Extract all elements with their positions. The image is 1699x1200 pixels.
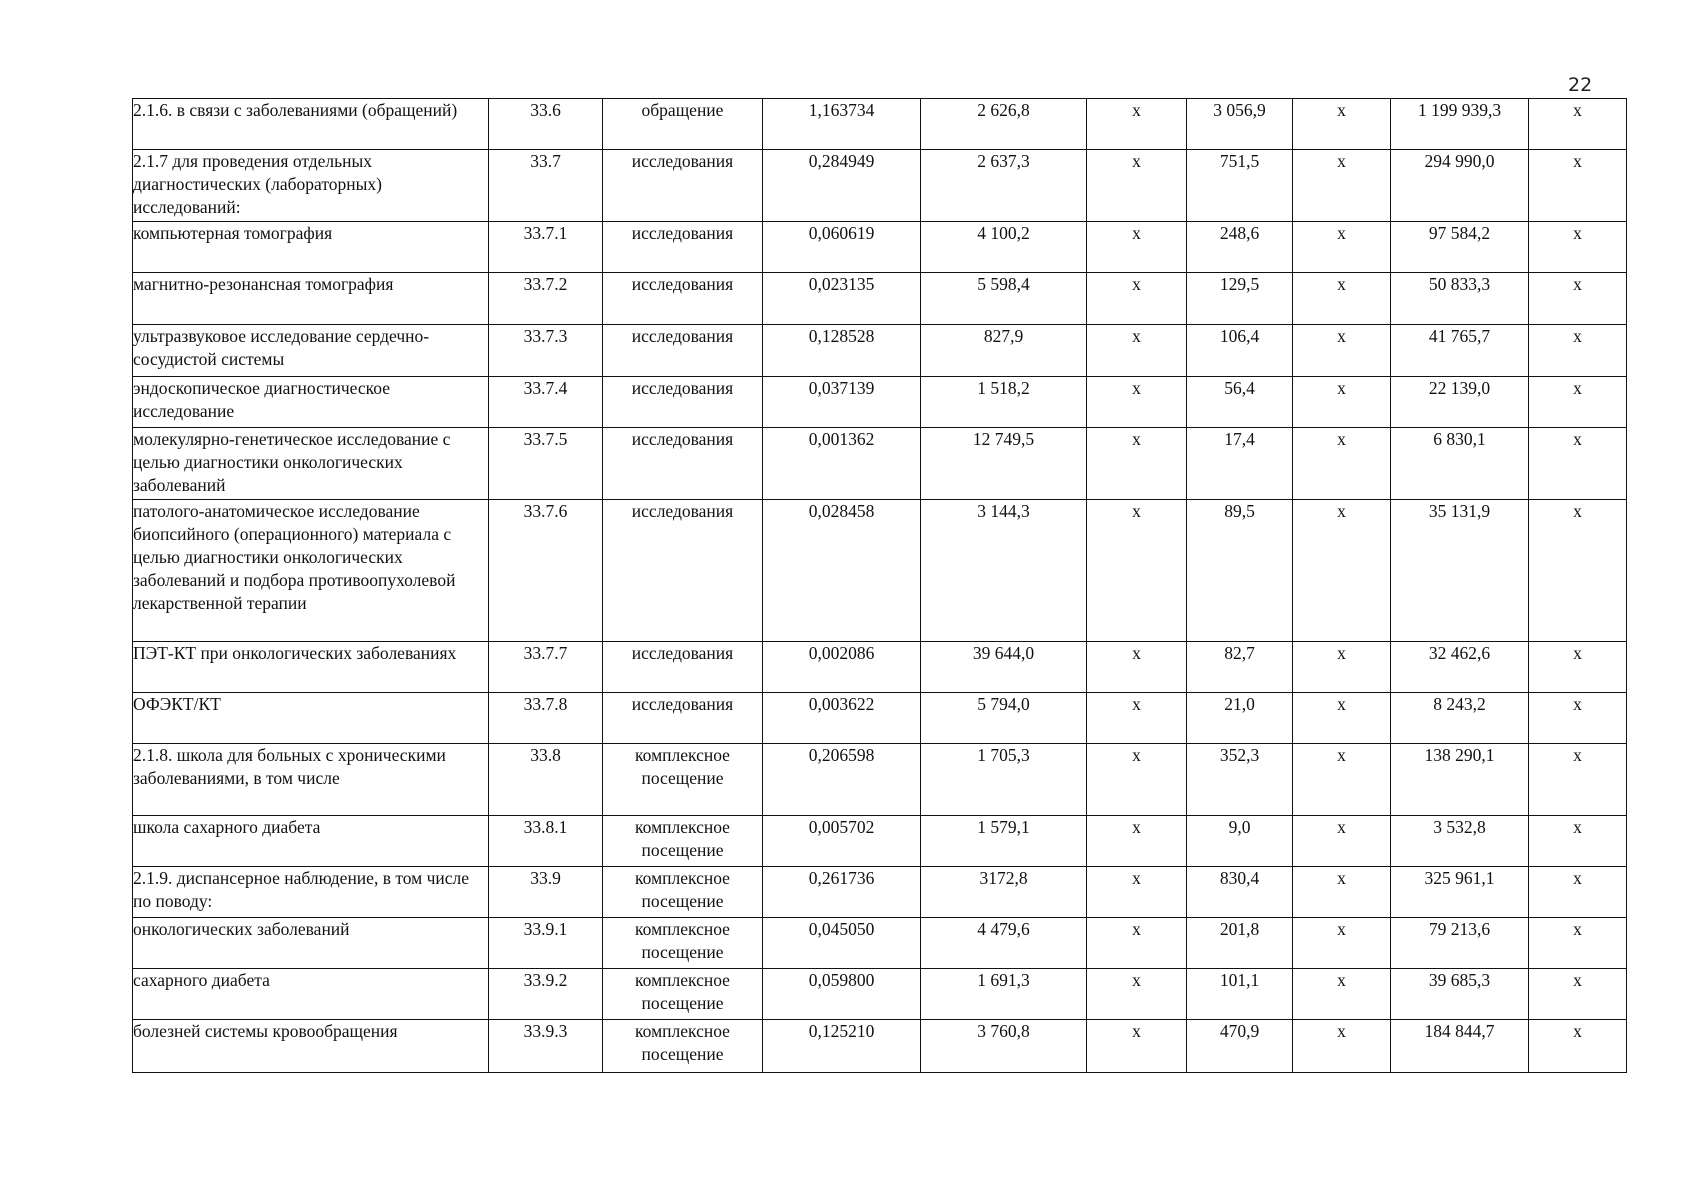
- row-label: сахарного диабета: [133, 969, 489, 1020]
- x-mark: х: [1529, 99, 1627, 150]
- per-capita-value: 21,0: [1187, 693, 1293, 744]
- norm-value: 0,128528: [763, 325, 921, 377]
- unit-cell: исследования: [603, 273, 763, 325]
- per-capita-value: 101,1: [1187, 969, 1293, 1020]
- x-mark: х: [1293, 867, 1391, 918]
- cost-value: 1 691,3: [921, 969, 1087, 1020]
- per-capita-value: 352,3: [1187, 744, 1293, 816]
- table-row: [133, 150, 1627, 222]
- x-mark: х: [1293, 428, 1391, 500]
- x-mark: х: [1087, 377, 1187, 428]
- per-capita-value: 830,4: [1187, 867, 1293, 918]
- unit-cell: исследования: [603, 428, 763, 500]
- total-value: 6 830,1: [1391, 428, 1529, 500]
- x-mark: х: [1087, 99, 1187, 150]
- x-mark: х: [1293, 325, 1391, 377]
- x-mark: х: [1087, 693, 1187, 744]
- unit-cell: комплексное посещение: [603, 744, 763, 816]
- per-capita-value: 9,0: [1187, 816, 1293, 867]
- norm-value: 0,045050: [763, 918, 921, 969]
- x-mark: х: [1529, 222, 1627, 273]
- x-mark: х: [1529, 273, 1627, 325]
- table-row: [133, 816, 1627, 867]
- norm-value: 0,028458: [763, 500, 921, 642]
- table-row: [133, 867, 1627, 918]
- unit-cell: исследования: [603, 150, 763, 222]
- norm-value: 0,284949: [763, 150, 921, 222]
- cost-value: 1 579,1: [921, 816, 1087, 867]
- per-capita-value: 17,4: [1187, 428, 1293, 500]
- per-capita-value: 56,4: [1187, 377, 1293, 428]
- cost-value: 3172,8: [921, 867, 1087, 918]
- row-label: патолого-анатомическое исследование биопсийного (операционного) материала с целью диагностики онкологических заболеваний и подбора противоопухолевой лекарственной терапии: [133, 500, 489, 642]
- total-value: 294 990,0: [1391, 150, 1529, 222]
- row-label: 2.1.6. в связи с заболеваниями (обращений): [133, 99, 489, 150]
- norm-value: 0,206598: [763, 744, 921, 816]
- row-code: 33.7.1: [489, 222, 603, 273]
- x-mark: х: [1293, 273, 1391, 325]
- x-mark: х: [1293, 150, 1391, 222]
- norm-value: 0,005702: [763, 816, 921, 867]
- row-code: 33.8.1: [489, 816, 603, 867]
- row-code: 33.6: [489, 99, 603, 150]
- table-row: [133, 693, 1627, 744]
- cost-value: 1 705,3: [921, 744, 1087, 816]
- x-mark: х: [1293, 1020, 1391, 1073]
- total-value: 79 213,6: [1391, 918, 1529, 969]
- per-capita-value: 89,5: [1187, 500, 1293, 642]
- row-code: 33.7.6: [489, 500, 603, 642]
- row-code: 33.7.5: [489, 428, 603, 500]
- total-value: 35 131,9: [1391, 500, 1529, 642]
- x-mark: х: [1529, 150, 1627, 222]
- x-mark: х: [1529, 816, 1627, 867]
- total-value: 1 199 939,3: [1391, 99, 1529, 150]
- x-mark: х: [1293, 99, 1391, 150]
- norm-value: 0,001362: [763, 428, 921, 500]
- x-mark: х: [1529, 1020, 1627, 1073]
- unit-cell: комплексное посещение: [603, 867, 763, 918]
- table-row: [133, 325, 1627, 377]
- table-row: [133, 428, 1627, 500]
- x-mark: х: [1087, 969, 1187, 1020]
- per-capita-value: 129,5: [1187, 273, 1293, 325]
- x-mark: х: [1529, 918, 1627, 969]
- row-code: 33.7.4: [489, 377, 603, 428]
- row-label: магнитно-резонансная томография: [133, 273, 489, 325]
- unit-cell: исследования: [603, 500, 763, 642]
- x-mark: х: [1529, 693, 1627, 744]
- row-label: ПЭТ-КТ при онкологических заболеваниях: [133, 642, 489, 693]
- norm-value: 0,003622: [763, 693, 921, 744]
- row-label: школа сахарного диабета: [133, 816, 489, 867]
- unit-cell: исследования: [603, 642, 763, 693]
- row-code: 33.7: [489, 150, 603, 222]
- per-capita-value: 248,6: [1187, 222, 1293, 273]
- x-mark: х: [1529, 377, 1627, 428]
- x-mark: х: [1087, 867, 1187, 918]
- cost-value: 3 144,3: [921, 500, 1087, 642]
- per-capita-value: 3 056,9: [1187, 99, 1293, 150]
- table-row: [133, 500, 1627, 642]
- total-value: 8 243,2: [1391, 693, 1529, 744]
- row-code: 33.7.8: [489, 693, 603, 744]
- table-row: [133, 969, 1627, 1020]
- norm-value: 0,059800: [763, 969, 921, 1020]
- table-row: [133, 744, 1627, 816]
- norm-value: 0,060619: [763, 222, 921, 273]
- per-capita-value: 751,5: [1187, 150, 1293, 222]
- x-mark: х: [1529, 867, 1627, 918]
- x-mark: х: [1087, 1020, 1187, 1073]
- x-mark: х: [1087, 273, 1187, 325]
- x-mark: х: [1529, 500, 1627, 642]
- x-mark: х: [1529, 642, 1627, 693]
- row-code: 33.7.7: [489, 642, 603, 693]
- per-capita-value: 470,9: [1187, 1020, 1293, 1073]
- total-value: 138 290,1: [1391, 744, 1529, 816]
- cost-value: 827,9: [921, 325, 1087, 377]
- table-row: [133, 222, 1627, 273]
- x-mark: х: [1087, 500, 1187, 642]
- total-value: 325 961,1: [1391, 867, 1529, 918]
- total-value: 97 584,2: [1391, 222, 1529, 273]
- cost-value: 2 626,8: [921, 99, 1087, 150]
- table-row: [133, 642, 1627, 693]
- row-label: 2.1.9. диспансерное наблюдение, в том числе по поводу:: [133, 867, 489, 918]
- unit-cell: комплексное посещение: [603, 969, 763, 1020]
- cost-value: 4 479,6: [921, 918, 1087, 969]
- row-code: 33.9.3: [489, 1020, 603, 1073]
- unit-cell: исследования: [603, 325, 763, 377]
- norm-value: 1,163734: [763, 99, 921, 150]
- cost-value: 39 644,0: [921, 642, 1087, 693]
- x-mark: х: [1293, 222, 1391, 273]
- norm-value: 0,023135: [763, 273, 921, 325]
- row-code: 33.7.3: [489, 325, 603, 377]
- per-capita-value: 201,8: [1187, 918, 1293, 969]
- unit-cell: исследования: [603, 377, 763, 428]
- row-label: эндоскопическое диагностическое исследование: [133, 377, 489, 428]
- row-label: онкологических заболеваний: [133, 918, 489, 969]
- norm-value: 0,037139: [763, 377, 921, 428]
- per-capita-value: 106,4: [1187, 325, 1293, 377]
- total-value: 39 685,3: [1391, 969, 1529, 1020]
- table-row: [133, 918, 1627, 969]
- x-mark: х: [1293, 744, 1391, 816]
- row-label: 2.1.7 для проведения отдельных диагностических (лабораторных) исследований:: [133, 150, 489, 222]
- x-mark: х: [1293, 642, 1391, 693]
- x-mark: х: [1087, 642, 1187, 693]
- row-code: 33.9: [489, 867, 603, 918]
- cost-value: 1 518,2: [921, 377, 1087, 428]
- table-body: [133, 99, 1627, 1073]
- total-value: 32 462,6: [1391, 642, 1529, 693]
- x-mark: х: [1087, 222, 1187, 273]
- row-code: 33.7.2: [489, 273, 603, 325]
- row-label: компьютерная томография: [133, 222, 489, 273]
- per-capita-value: 82,7: [1187, 642, 1293, 693]
- cost-value: 3 760,8: [921, 1020, 1087, 1073]
- table-row: [133, 1020, 1627, 1073]
- row-label: 2.1.8. школа для больных с хроническими заболеваниями, в том числе: [133, 744, 489, 816]
- norm-value: 0,125210: [763, 1020, 921, 1073]
- unit-cell: исследования: [603, 693, 763, 744]
- x-mark: х: [1293, 816, 1391, 867]
- x-mark: х: [1293, 500, 1391, 642]
- row-label: молекулярно-генетическое исследование с целью диагностики онкологических заболеваний: [133, 428, 489, 500]
- x-mark: х: [1087, 744, 1187, 816]
- x-mark: х: [1293, 969, 1391, 1020]
- financing-table: [132, 98, 1627, 1073]
- row-code: 33.9.2: [489, 969, 603, 1020]
- x-mark: х: [1529, 428, 1627, 500]
- norm-value: 0,002086: [763, 642, 921, 693]
- x-mark: х: [1293, 377, 1391, 428]
- cost-value: 5 794,0: [921, 693, 1087, 744]
- x-mark: х: [1529, 969, 1627, 1020]
- unit-cell: комплексное посещение: [603, 1020, 763, 1073]
- x-mark: х: [1087, 918, 1187, 969]
- x-mark: х: [1529, 325, 1627, 377]
- page-number: 22: [1568, 74, 1593, 96]
- row-code: 33.8: [489, 744, 603, 816]
- table-row: [133, 99, 1627, 150]
- row-label: болезней системы кровообращения: [133, 1020, 489, 1073]
- unit-cell: обращение: [603, 99, 763, 150]
- norm-value: 0,261736: [763, 867, 921, 918]
- row-label: ультразвуковое исследование сердечно-сосудистой системы: [133, 325, 489, 377]
- x-mark: х: [1529, 744, 1627, 816]
- unit-cell: комплексное посещение: [603, 918, 763, 969]
- x-mark: х: [1087, 816, 1187, 867]
- total-value: 41 765,7: [1391, 325, 1529, 377]
- total-value: 22 139,0: [1391, 377, 1529, 428]
- row-code: 33.9.1: [489, 918, 603, 969]
- total-value: 3 532,8: [1391, 816, 1529, 867]
- cost-value: 4 100,2: [921, 222, 1087, 273]
- x-mark: х: [1293, 693, 1391, 744]
- unit-cell: комплексное посещение: [603, 816, 763, 867]
- cost-value: 2 637,3: [921, 150, 1087, 222]
- table-row: [133, 273, 1627, 325]
- total-value: 184 844,7: [1391, 1020, 1529, 1073]
- cost-value: 12 749,5: [921, 428, 1087, 500]
- total-value: 50 833,3: [1391, 273, 1529, 325]
- x-mark: х: [1087, 325, 1187, 377]
- x-mark: х: [1087, 428, 1187, 500]
- unit-cell: исследования: [603, 222, 763, 273]
- row-label: ОФЭКТ/КТ: [133, 693, 489, 744]
- x-mark: х: [1087, 150, 1187, 222]
- table-row: [133, 377, 1627, 428]
- cost-value: 5 598,4: [921, 273, 1087, 325]
- x-mark: х: [1293, 918, 1391, 969]
